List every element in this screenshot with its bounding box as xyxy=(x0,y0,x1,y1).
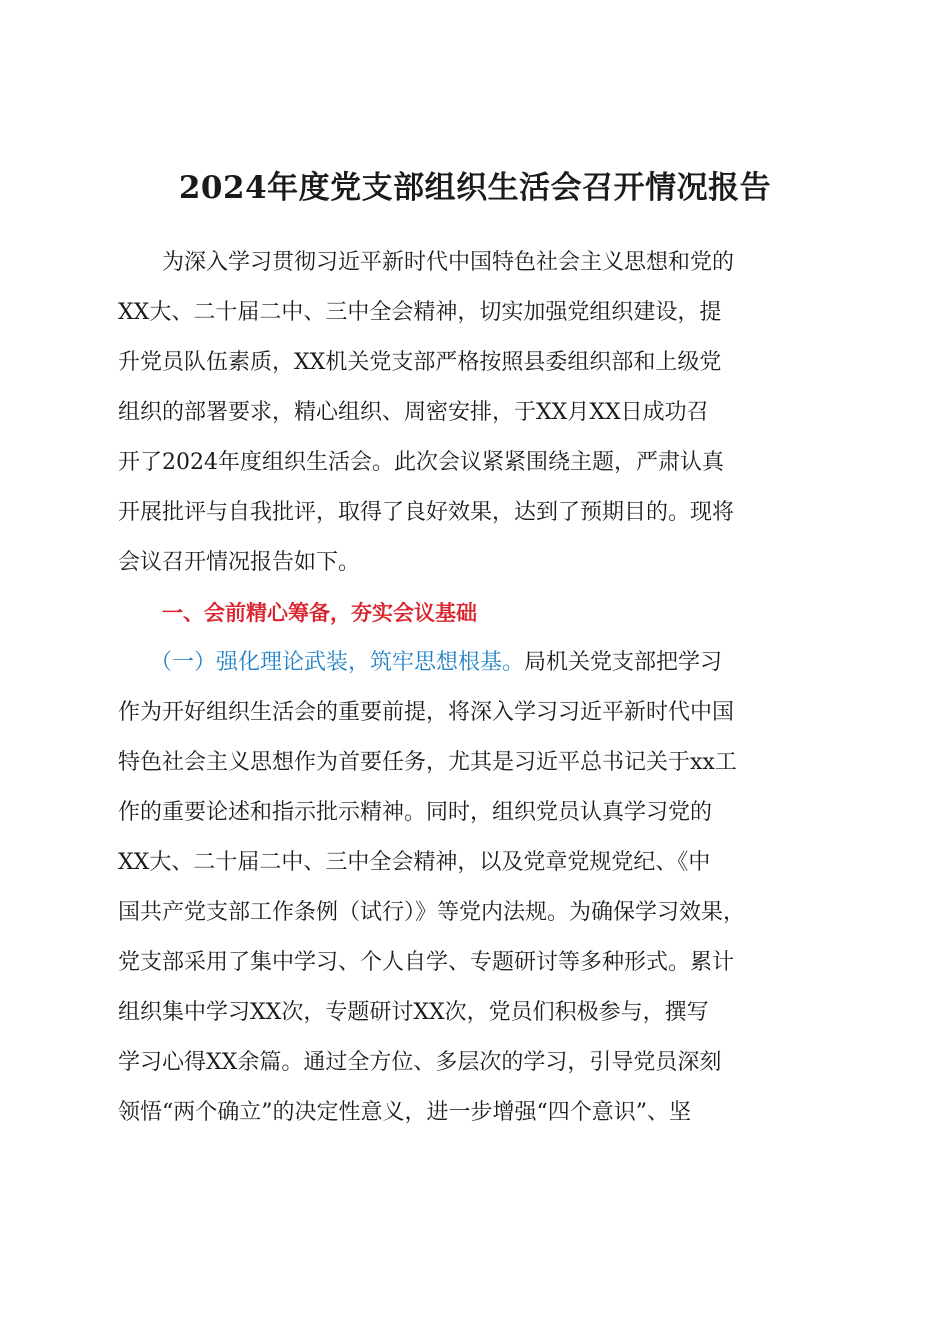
intro-line: 为深入学习贯彻习近平新时代中国特色社会主义思想和党的 xyxy=(162,250,735,275)
intro-line: XX大、二十届二中、三中全会精神，切实加强党组织建设，提 xyxy=(118,300,722,325)
body-line: 党支部采用了集中学习、个人自学、专题研讨等多种形式。累计 xyxy=(118,950,735,975)
body-line: 领悟“两个确立”的决定性意义，进一步增强“四个意识”、坚 xyxy=(118,1100,691,1125)
document-title: 2024年度党支部组织生活会召开情况报告 xyxy=(178,170,772,206)
body-line: XX大、二十届二中、三中全会精神，以及党章党规党纪、《中 xyxy=(118,850,711,875)
intro-line: 开了2024年度组织生活会。此次会议紧紧围绕主题，严肃认真 xyxy=(118,450,724,475)
section-heading: 一、会前精心筹备，夯实会议基础 xyxy=(162,601,477,625)
body-line: 学习心得XX余篇。通过全方位、多层次的学习，引导党员深刻 xyxy=(118,1050,722,1075)
intro-line: 开展批评与自我批评，取得了良好效果，达到了预期目的。现将 xyxy=(118,500,735,525)
subsection-first-line xyxy=(150,638,722,688)
body-line: 作为开好组织生活会的重要前提，将深入学习习近平新时代中国 xyxy=(118,700,735,725)
intro-line: 组织的部署要求，精心组织、周密安排，于XX月XX日成功召 xyxy=(118,400,709,425)
body-line: 国共产党支部工作条例（试行）》等党内法规。为确保学习效果， xyxy=(118,900,746,925)
intro-line: 会议召开情况报告如下。 xyxy=(118,550,361,575)
subsection-first-text: 局机关党支部把学习 xyxy=(524,650,723,675)
body-line: 特色社会主义思想作为首要任务，尤其是习近平总书记关于xx工 xyxy=(118,750,737,775)
body-line: 作的重要论述和指示批示精神。同时，组织党员认真学习党的 xyxy=(118,800,713,825)
subsection-lead: （一）强化理论武装，筑牢思想根基。 xyxy=(150,650,525,675)
body-line: 组织集中学习XX次，专题研讨XX次，党员们积极参与，撰写 xyxy=(118,1000,709,1025)
intro-line: 升党员队伍素质，XX机关党支部严格按照县委组织部和上级党 xyxy=(118,350,722,375)
